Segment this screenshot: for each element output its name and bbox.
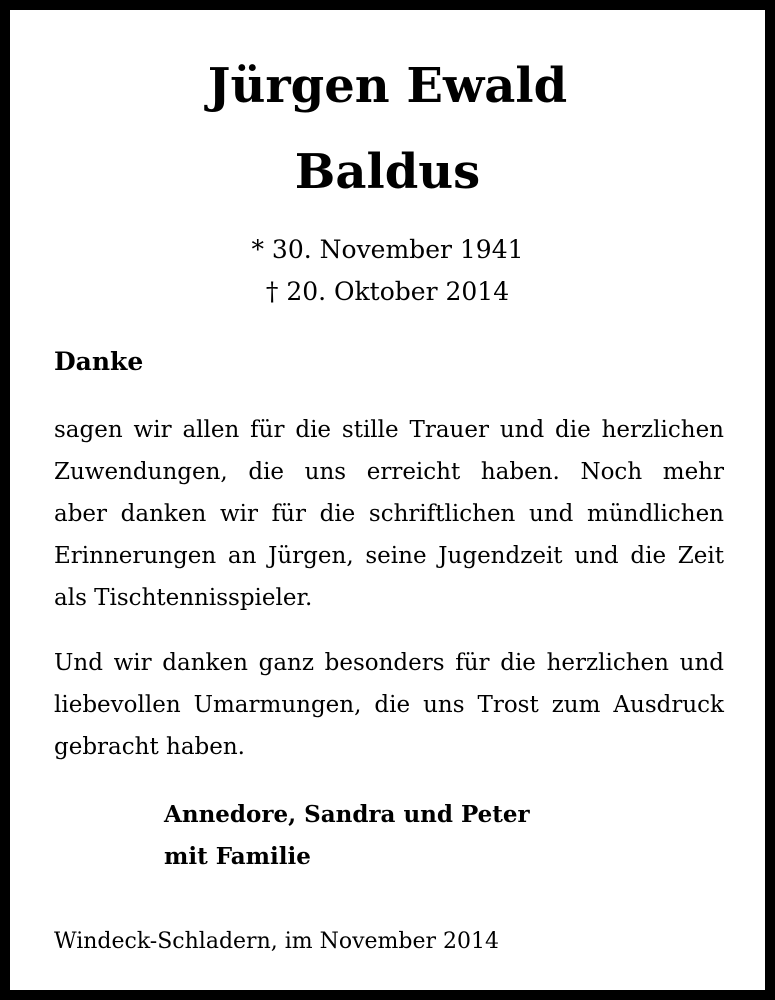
paragraph-line: liebevollen Umarmungen, die uns Trost zum Ausdruck (54, 692, 724, 718)
signature-line-2: mit Familie (164, 843, 311, 870)
place-and-date: Windeck-Schladern, im November 2014 (54, 929, 500, 954)
thanks-paragraph-2 (54, 642, 724, 768)
deceased-name-line-2: Baldus (294, 144, 481, 200)
paragraph-line: Und wir danken ganz besonders für die herzlichen und (54, 650, 724, 676)
death-date: † 20. Oktober 2014 (265, 277, 510, 306)
paragraph-line: Zuwendungen, die uns erreicht haben. Noch mehr (54, 459, 724, 485)
paragraph-line: aber danken wir für die schriftlichen und mündlichen (54, 501, 724, 527)
signature-line-1: Annedore, Sandra und Peter (164, 801, 530, 828)
paragraph-line: gebracht haben. (54, 734, 245, 760)
thanks-paragraph-1 (54, 409, 724, 619)
signature (164, 794, 530, 878)
paragraph-line: als Tischtennisspieler. (54, 585, 313, 611)
paragraph-line: Erinnerungen an Jürgen, seine Jugendzeit und die Zeit (54, 543, 724, 569)
thanks-heading: Danke (54, 347, 144, 376)
paragraph-line: sagen wir allen für die stille Trauer und die herzlichen (54, 417, 724, 443)
deceased-name-line-1: Jürgen Ewald (207, 58, 568, 114)
birth-date: * 30. November 1941 (251, 235, 524, 264)
